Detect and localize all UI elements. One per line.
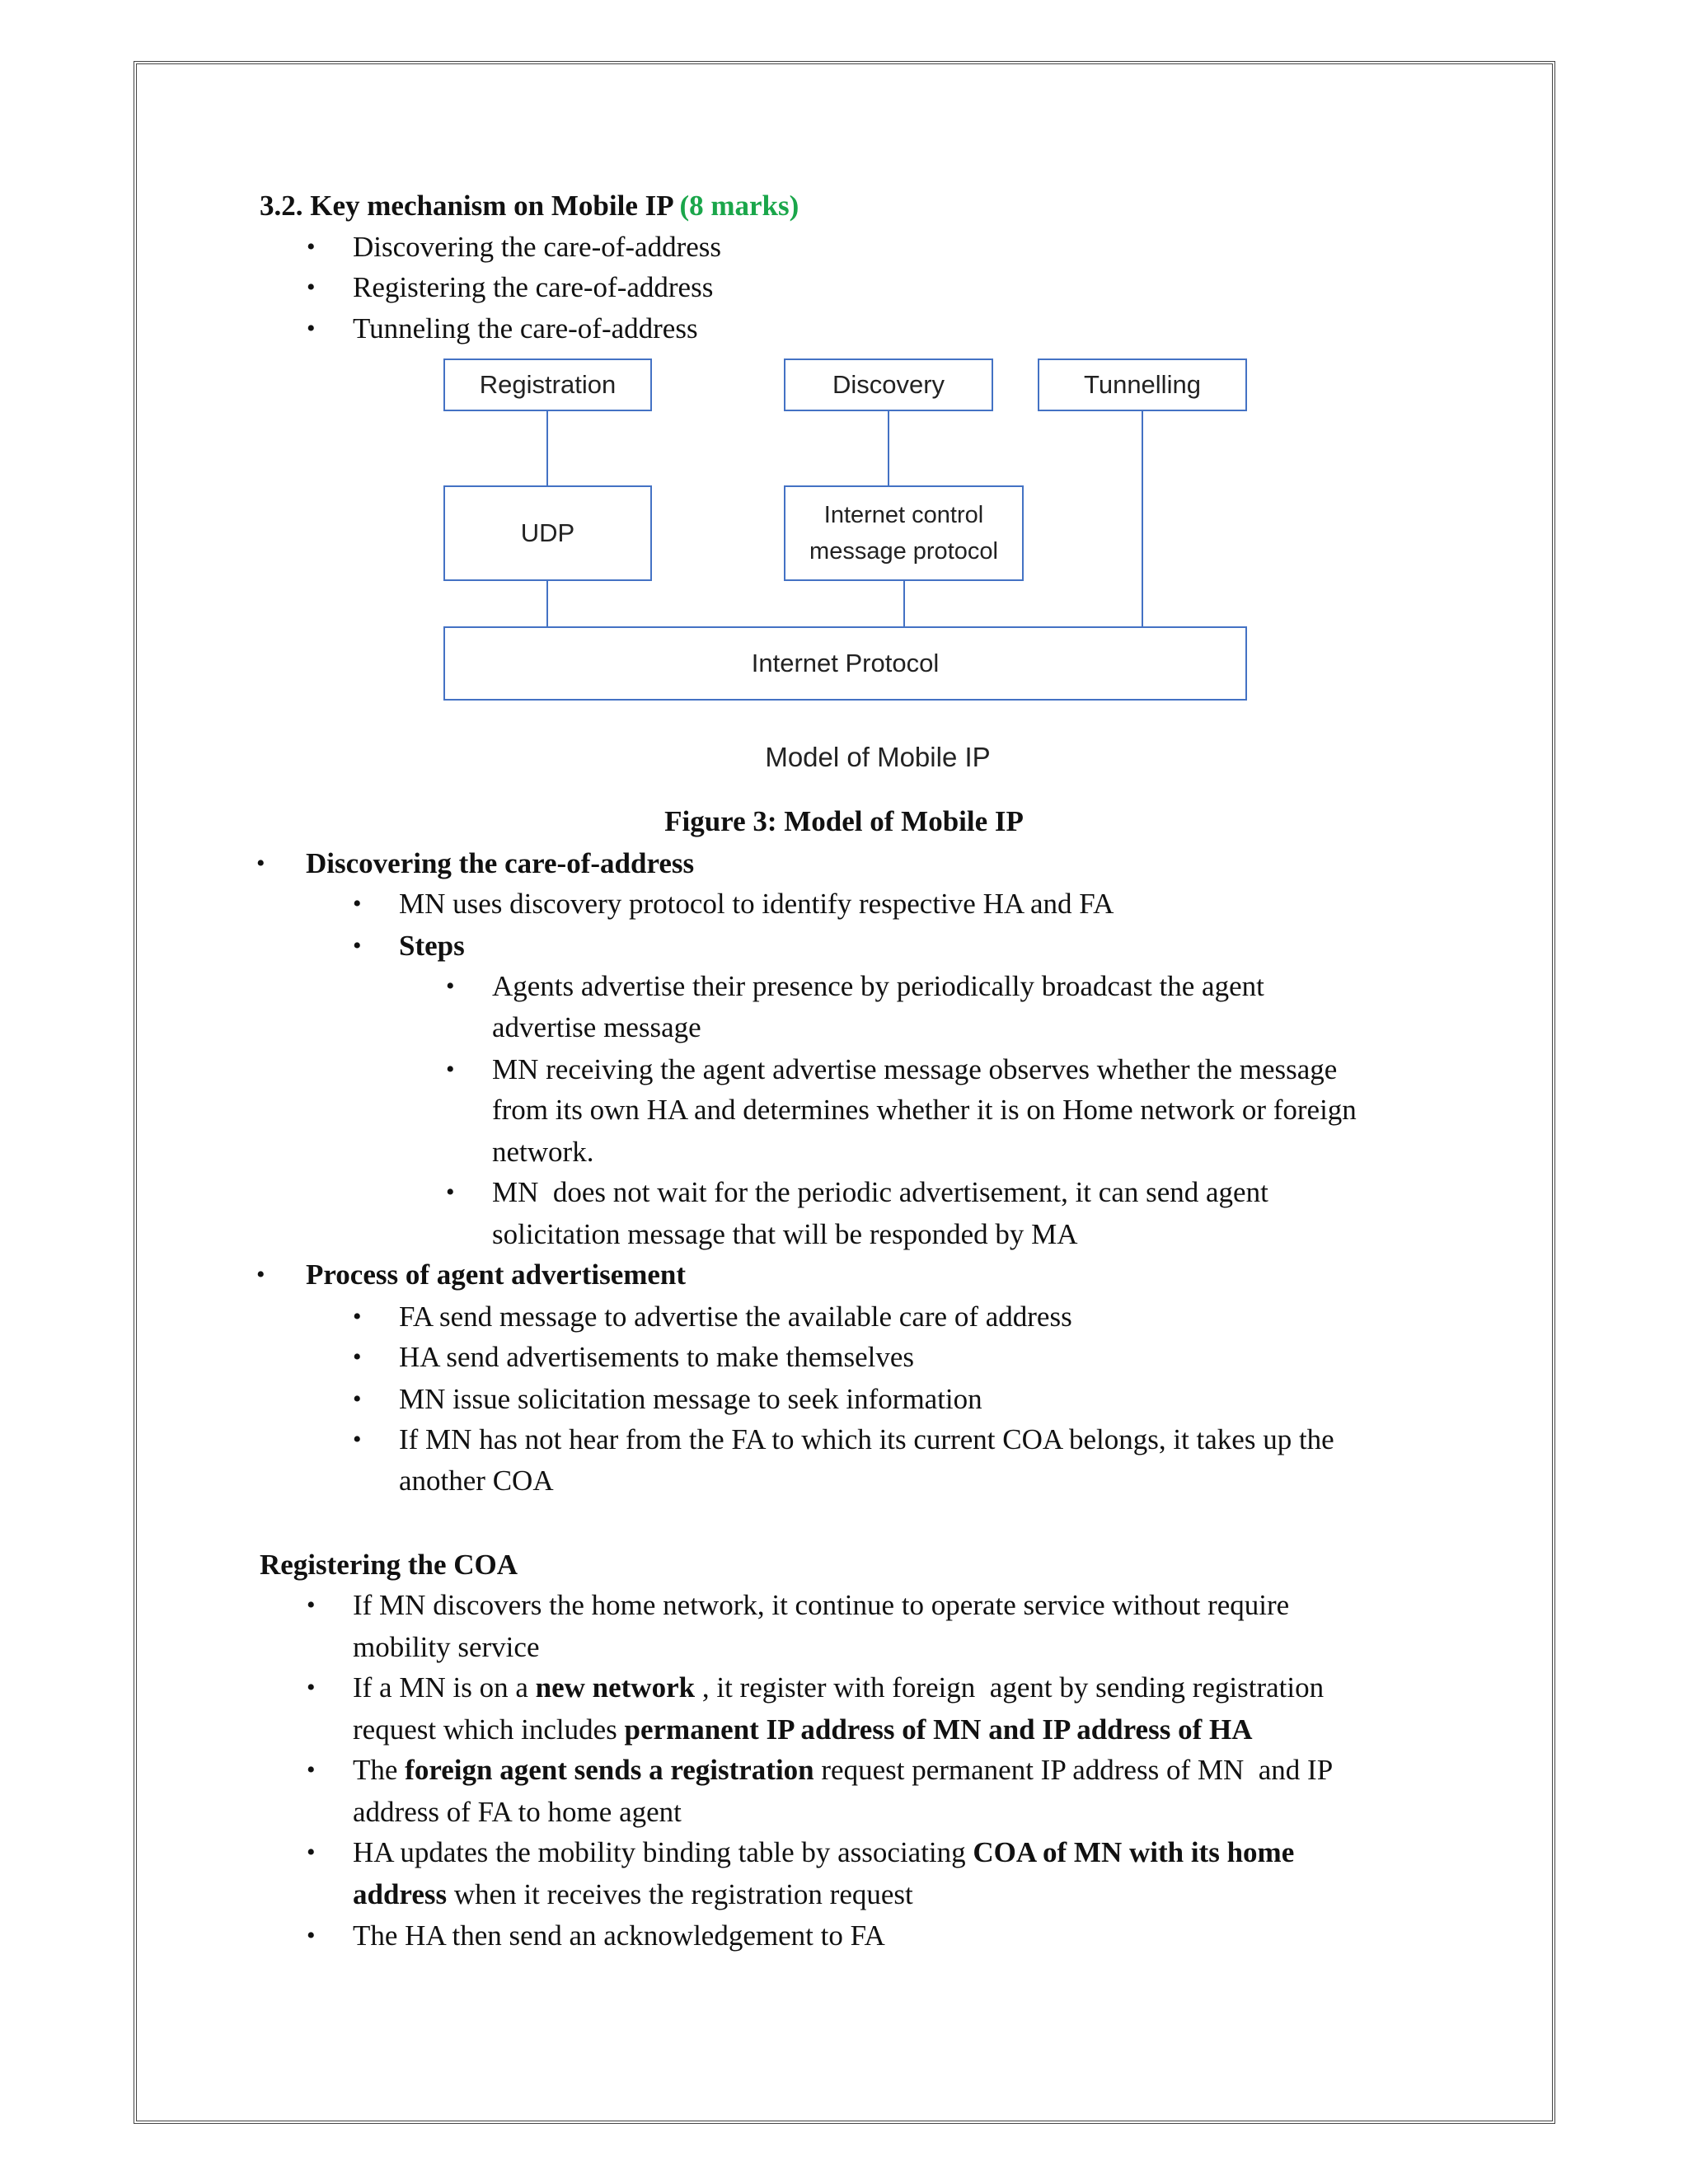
bullet: •: [446, 972, 455, 1000]
list-item: If MN discovers the home network, it continue to operate service without require: [353, 1589, 1290, 1621]
bullet: •: [446, 1056, 455, 1083]
icmp-box: [784, 485, 1024, 581]
bullet: •: [353, 1303, 362, 1330]
tunnelling-box: Tunnelling: [1038, 359, 1247, 411]
text: request permanent IP address of MN and IP: [814, 1754, 1334, 1786]
list-item: HA send advertisements to make themselves: [399, 1341, 914, 1373]
text: when it receives the registration request: [447, 1878, 913, 1910]
step-line: Agents advertise their presence by periodically broadcast the agent: [492, 970, 1264, 1002]
step-line: solicitation message that will be responded by MA: [492, 1218, 1078, 1250]
bullet: •: [307, 233, 316, 260]
icmp-line: message protocol: [809, 538, 998, 565]
list-item: another COA: [399, 1465, 554, 1497]
bullet: •: [307, 274, 316, 301]
marks-label: (8 marks): [679, 190, 799, 222]
bullet: •: [307, 1922, 316, 1949]
bullet: •: [353, 1343, 362, 1371]
text: request which includes: [353, 1713, 625, 1746]
process-title: Process of agent advertisement: [306, 1258, 687, 1291]
bullet: •: [307, 315, 316, 342]
list-item: [353, 1750, 1333, 1791]
connector-line: [546, 410, 548, 485]
intro-bullet: Tunneling the care-of-address: [353, 312, 698, 344]
step-line: network.: [492, 1136, 594, 1168]
bold-text: permanent IP address of MN and IP address of HA: [624, 1713, 1253, 1746]
discovery-box: Discovery: [784, 359, 993, 411]
registering-title: Registering the COA: [260, 1549, 518, 1581]
registration-box: Registration: [443, 359, 652, 411]
list-item: The HA then send an acknowledgement to FA: [353, 1919, 885, 1952]
discovering-title: Discovering the care-of-address: [306, 847, 695, 879]
bullet: •: [353, 890, 362, 917]
list-item: [353, 1832, 1294, 1873]
step-line: MN receiving the agent advertise message observes whether the message: [492, 1053, 1338, 1085]
connector-line: [888, 410, 889, 485]
text: , it register with foreign agent by sending registration: [695, 1671, 1325, 1704]
step-line: from its own HA and determines whether it is on Home network or foreign: [492, 1094, 1357, 1126]
udp-box: UDP: [443, 485, 652, 581]
bold-text: new network: [535, 1671, 696, 1704]
bullet: •: [256, 850, 265, 877]
bullet: •: [446, 1179, 455, 1206]
steps-label: Steps: [399, 930, 465, 962]
icmp-line: Internet control: [823, 502, 984, 528]
bold-text: address: [353, 1878, 448, 1910]
list-item: MN issue solicitation message to seek information: [399, 1383, 982, 1415]
step-line: advertise message: [492, 1011, 701, 1043]
figure-caption: Figure 3: Model of Mobile IP: [664, 805, 1024, 837]
diagram-caption: Model of Mobile IP: [765, 742, 991, 772]
list-item: If MN has not hear from the FA to which its current COA belongs, it takes up the: [399, 1423, 1334, 1455]
list-item: mobility service: [353, 1631, 540, 1663]
bullet: •: [307, 1591, 316, 1619]
list-item: address of FA to home agent: [353, 1796, 682, 1828]
connector-line: [1142, 410, 1143, 626]
bullet: •: [307, 1839, 316, 1866]
step-line: MN does not wait for the periodic advertisement, it can send agent: [492, 1176, 1268, 1208]
list-item: [353, 1709, 1252, 1750]
bullet: •: [307, 1756, 316, 1783]
bullet: •: [307, 1674, 316, 1701]
section-heading: [260, 185, 799, 227]
connector-line: [546, 580, 548, 626]
intro-bullet: Registering the care-of-address: [353, 271, 714, 303]
text: The: [353, 1754, 406, 1786]
text: If a MN is on a: [353, 1671, 536, 1704]
intro-bullet: Discovering the care-of-address: [353, 231, 722, 263]
internet-protocol-box: Internet Protocol: [443, 626, 1247, 701]
list-item: FA send message to advertise the available care of address: [399, 1301, 1072, 1333]
list-item: MN uses discovery protocol to identify respective HA and FA: [399, 888, 1114, 920]
connector-line: [903, 580, 905, 626]
list-item: [353, 1874, 913, 1915]
bold-text: COA of MN with its home: [973, 1836, 1295, 1868]
bullet: •: [353, 932, 362, 959]
bullet: •: [256, 1261, 265, 1288]
list-item: [353, 1667, 1324, 1708]
heading-text: 3.2. Key mechanism on Mobile IP: [260, 190, 680, 222]
bullet: •: [353, 1385, 362, 1413]
text: HA updates the mobility binding table by associating: [353, 1836, 973, 1868]
bold-text: foreign agent sends a registration: [405, 1754, 814, 1786]
bullet: •: [353, 1426, 362, 1453]
